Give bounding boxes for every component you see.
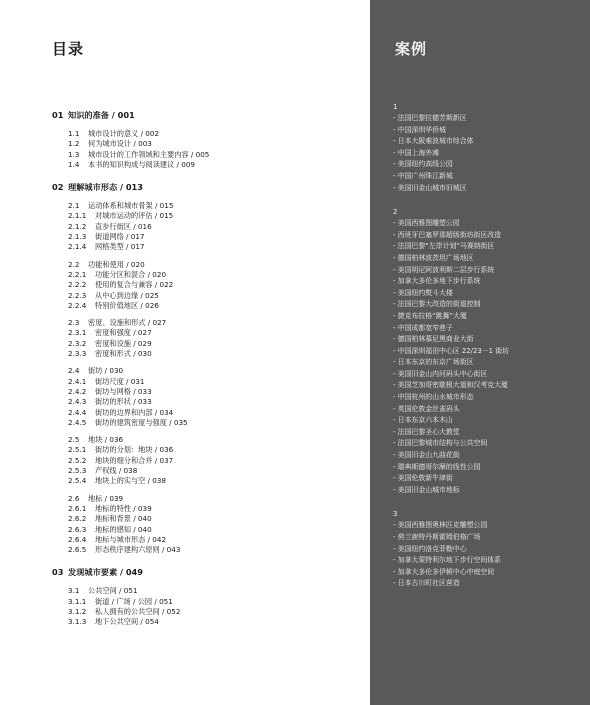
- toc-number: 2.4.1: [68, 376, 87, 386]
- toc-sub-entry[interactable]: [52, 349, 362, 359]
- toc-sec-entry[interactable]: [52, 494, 362, 504]
- case-item[interactable]: - 日本东京的东京广场街区: [393, 358, 474, 367]
- case-item[interactable]: - 加拿大多伦多伊顿中心中庭空间: [393, 567, 495, 576]
- case-item[interactable]: - 日本东京六本木山: [393, 416, 453, 425]
- toc-text: 街坊的建筑密度与强度 / 035: [95, 417, 188, 427]
- toc-title: 目录: [52, 40, 85, 58]
- case-item[interactable]: - 荷兰鹿特丹斯霍姆伯格广场: [393, 533, 481, 541]
- toc-text: 密度和强度 / 027: [95, 328, 152, 338]
- toc-number: 1.2: [68, 139, 80, 149]
- toc-number: 1.1: [68, 129, 80, 138]
- cases-panel: [370, 0, 590, 705]
- toc-text: 知识的准备 / 001: [68, 110, 135, 120]
- toc-number: 2.1.1: [68, 211, 87, 221]
- toc-text: 特别价值地区 / 026: [95, 300, 159, 310]
- toc-number: 2.1: [68, 201, 80, 211]
- case-group-number: 3: [393, 510, 398, 519]
- toc-sub-entry[interactable]: [52, 291, 362, 301]
- toc-text: 本书的知识构成与阅读建议 / 009: [88, 159, 195, 169]
- toc-sub-entry[interactable]: [52, 232, 362, 242]
- case-item[interactable]: - 瑞典斯德哥尔摩的线性公园: [393, 462, 481, 471]
- toc-sub-entry[interactable]: [52, 377, 362, 387]
- toc-number: 2.5.1: [68, 445, 87, 455]
- toc-sub-entry[interactable]: [52, 445, 362, 455]
- toc-sub-entry[interactable]: [52, 456, 362, 466]
- case-item[interactable]: - 中国上海外滩: [393, 148, 440, 157]
- case-item[interactable]: - 法国巴黎城市结构与公共空间: [393, 439, 488, 448]
- toc-number: 2.3.2: [68, 338, 87, 348]
- toc-number: 2.3.3: [68, 349, 87, 359]
- toc-text: 街坊的边界和内部 / 034: [95, 407, 174, 417]
- toc-text: 功能和使用 / 020: [88, 259, 145, 269]
- toc-sub-entry[interactable]: [52, 222, 362, 232]
- case-item[interactable]: - 捷克布拉格“跳舞”大厦: [393, 311, 467, 320]
- case-group: [393, 207, 583, 496]
- toc-sec-entry[interactable]: [52, 435, 362, 445]
- case-item[interactable]: - 美国旧金山城市地标: [393, 485, 460, 494]
- toc-number: 3.1.1: [68, 596, 87, 606]
- case-item[interactable]: - 中国深圳福田中心区 22/23－1 街坊: [393, 346, 509, 355]
- toc-sub-entry[interactable]: [52, 387, 362, 397]
- case-item[interactable]: - 美国纽约熨斗大楼: [393, 288, 453, 297]
- toc-sub-entry[interactable]: [52, 211, 362, 221]
- toc-text: 街坊的形状 / 033: [95, 397, 152, 407]
- toc-number: 2.2.3: [68, 290, 87, 300]
- toc-text: 功能分区和混合 / 020: [95, 269, 167, 279]
- case-item[interactable]: - 法国巴黎圣心大教堂: [393, 427, 460, 436]
- toc-text: 街坊 / 030: [88, 366, 124, 376]
- toc-sub-entry[interactable]: [52, 514, 362, 524]
- toc-sub-entry[interactable]: [52, 535, 362, 545]
- toc-sec-entry[interactable]: [52, 129, 362, 139]
- toc-number: 2.4: [68, 366, 80, 376]
- toc-number: 2.1.4: [68, 242, 87, 252]
- case-item[interactable]: - 美国伦敦新牛津街: [393, 474, 453, 483]
- toc-text: 私人拥有的公共空间 / 052: [95, 606, 181, 616]
- toc-number: 2.5.2: [68, 455, 87, 465]
- case-item[interactable]: - 法国巴黎“左岸计划”马赛纳街区: [393, 242, 495, 251]
- toc-number: 2.2.1: [68, 269, 87, 279]
- toc-text: 密度和设施 / 029: [95, 338, 152, 348]
- toc-sec-entry[interactable]: [52, 139, 362, 149]
- case-item[interactable]: - 加拿大多伦多地下步行系统: [393, 277, 481, 286]
- toc-sub-entry[interactable]: [52, 466, 362, 476]
- toc-sec-entry[interactable]: [52, 260, 362, 270]
- case-item[interactable]: - 美国旧金山内河码头中心街区: [393, 369, 488, 378]
- toc-sub-entry[interactable]: [52, 242, 362, 252]
- case-item[interactable]: - 美国纽约高线公园: [393, 160, 453, 169]
- toc-text: 发现城市要素 / 049: [68, 567, 143, 578]
- toc-sec-entry[interactable]: [52, 318, 362, 328]
- toc-number: 2.6.4: [68, 534, 87, 544]
- toc-number: 01: [52, 110, 64, 120]
- case-item[interactable]: - 中国广州珠江新城: [393, 171, 453, 180]
- toc-text: 地块 / 036: [88, 435, 124, 445]
- case-item[interactable]: - 中国深圳华侨城: [393, 125, 446, 134]
- toc-text: 产权线 / 038: [95, 466, 138, 476]
- toc-text: 地标和背景 / 040: [95, 514, 152, 524]
- toc-sub-entry[interactable]: [52, 339, 362, 349]
- toc-sec-entry[interactable]: [52, 201, 362, 211]
- case-item[interactable]: - 德国柏林慕尼黑商业大街: [393, 335, 474, 344]
- case-list: [393, 102, 583, 590]
- toc-text: 网格类型 / 017: [95, 242, 145, 252]
- case-item[interactable]: - 日本大阪难波城市综合体: [393, 137, 474, 146]
- toc-sub-entry[interactable]: [52, 607, 362, 617]
- case-item[interactable]: - 美国旧金山城市旧城区: [393, 183, 467, 192]
- toc-number: 2.6.5: [68, 545, 87, 555]
- toc-text: 地下公共空间 / 054: [95, 617, 159, 627]
- case-item[interactable]: - 德国柏林波茨坦广场地区: [393, 253, 474, 262]
- toc-sub-entry[interactable]: [52, 617, 362, 627]
- toc-text: 地标与城市形态 / 042: [95, 534, 167, 544]
- toc-chap-entry[interactable]: [52, 567, 362, 578]
- toc-number: 3.1.3: [68, 617, 87, 627]
- case-item[interactable]: - 中国杭州的山水城市形态: [393, 393, 474, 402]
- case-item[interactable]: - 中国成都宽窄巷子: [393, 323, 453, 332]
- case-item[interactable]: - 加拿大蒙特利尔地下步行空间体系: [393, 556, 502, 565]
- toc-number: 2.4.5: [68, 417, 87, 427]
- toc-number: 1.3: [68, 149, 80, 159]
- toc-number: 2.6.3: [68, 524, 87, 534]
- toc-number: 2.2.2: [68, 280, 87, 290]
- toc-text: 地标的特性 / 039: [95, 503, 152, 513]
- toc-number: 03: [52, 567, 64, 578]
- toc-chap-entry[interactable]: [52, 182, 362, 193]
- toc-number: 2.4.4: [68, 407, 87, 417]
- toc-text: 从中心到边缘 / 025: [95, 290, 159, 300]
- toc-sub-entry[interactable]: [52, 328, 362, 338]
- toc-text: 地块上的实与空 / 038: [95, 476, 167, 486]
- toc-text: 城市设计的意义 / 002: [88, 129, 160, 138]
- toc-number: 1.4: [68, 159, 80, 169]
- toc-text: 对城市运动的评估 / 015: [95, 211, 174, 221]
- toc-text: 使用的复合与兼容 / 022: [95, 280, 174, 290]
- toc-sub-entry[interactable]: [52, 418, 362, 428]
- toc-number: 02: [52, 182, 64, 193]
- toc-sub-entry[interactable]: [52, 545, 362, 555]
- toc-text: 街坊与网格 / 033: [95, 386, 152, 396]
- toc-number: 2.4.2: [68, 386, 87, 396]
- toc-text: 公共空间 / 051: [88, 586, 138, 596]
- toc-number: 3.1: [68, 586, 80, 596]
- case-item[interactable]: - 美国旧金山九曲花街: [393, 451, 460, 460]
- case-item[interactable]: - 美国纽约洛克菲勒中心: [393, 544, 467, 553]
- toc-sec-entry[interactable]: [52, 150, 362, 160]
- case-item[interactable]: - 美国西雅图奥林匹克雕塑公园: [393, 521, 488, 530]
- toc-number: 2.2: [68, 259, 80, 269]
- toc-number: 3.1.2: [68, 606, 87, 616]
- toc-text: 城市设计的工作领域和主要内容 / 005: [88, 149, 210, 159]
- case-item[interactable]: - 法国巴黎大改造的街道控制: [393, 300, 481, 309]
- toc-number: 2.1.2: [68, 221, 87, 231]
- toc-sub-entry[interactable]: [52, 476, 362, 486]
- toc-text: 密度、设施和形式 / 027: [88, 318, 167, 328]
- toc-sub-entry[interactable]: [52, 597, 362, 607]
- case-group: [393, 509, 583, 590]
- cases-title: 案例: [395, 40, 428, 58]
- toc-number: 2.6.1: [68, 503, 87, 513]
- toc-number: 2.3.1: [68, 328, 87, 338]
- toc-number: 2.2.4: [68, 300, 87, 310]
- toc-text: 运动体系和城市骨架 / 015: [88, 201, 174, 211]
- toc-chap-entry[interactable]: [52, 110, 362, 121]
- case-group-number: 2: [393, 208, 398, 217]
- toc-sub-entry[interactable]: [52, 397, 362, 407]
- toc-sub-entry[interactable]: [52, 525, 362, 535]
- toc-number: 2.5.3: [68, 466, 87, 476]
- toc-number: 2.6: [68, 493, 80, 503]
- toc-text: 直步行街区 / 016: [95, 221, 152, 231]
- toc-sec-entry[interactable]: [52, 366, 362, 376]
- toc-sub-entry[interactable]: [52, 280, 362, 290]
- toc-number: 2.3: [68, 318, 80, 328]
- toc-sub-entry[interactable]: [52, 270, 362, 280]
- toc-text: 街道 / 广场 / 公园 / 051: [95, 596, 173, 606]
- case-item[interactable]: - 美国明尼阿波利斯二层步行系统: [393, 265, 495, 274]
- toc-text: 街坊的分划：地块 / 036: [95, 445, 174, 455]
- toc-text: 街坊尺度 / 031: [95, 376, 145, 386]
- toc-text: 地块的细分和合并 / 037: [95, 455, 174, 465]
- toc-text: 形态秩序建构六原则 / 043: [95, 545, 181, 555]
- case-item[interactable]: - 美国芝加哥密歇根大道和汉考克大厦: [393, 381, 508, 390]
- case-item[interactable]: - 英国伦敦金丝雀码头: [393, 404, 460, 413]
- toc-sub-entry[interactable]: [52, 408, 362, 418]
- case-group-number: 1: [393, 103, 398, 111]
- toc-number: 2.5.4: [68, 476, 87, 486]
- toc-sec-entry[interactable]: [52, 160, 362, 170]
- case-item[interactable]: - 日本古川町社区营造: [393, 579, 460, 588]
- toc-sub-entry[interactable]: [52, 504, 362, 514]
- toc-text: 何为城市设计 / 003: [88, 139, 152, 149]
- toc-text: 地标 / 039: [88, 493, 124, 503]
- toc-sub-entry[interactable]: [52, 301, 362, 311]
- toc-text: 地标的感知 / 040: [95, 524, 152, 534]
- toc-text: 理解城市形态 / 013: [68, 182, 143, 193]
- toc-text: 密度和形式 / 030: [95, 349, 152, 359]
- case-item[interactable]: - 西班牙巴塞罗那超级街坊街区改造: [393, 230, 502, 239]
- toc-number: 2.6.2: [68, 514, 87, 524]
- toc-sec-entry[interactable]: [52, 586, 362, 596]
- toc-number: 2.5: [68, 435, 80, 445]
- case-item[interactable]: - 美国西雅图雕塑公园: [393, 219, 460, 228]
- case-group: [393, 102, 583, 194]
- toc-number: 2.1.3: [68, 232, 87, 242]
- toc-number: 2.4.3: [68, 397, 87, 407]
- table-of-contents: [52, 110, 362, 628]
- toc-text: 街道网络 / 017: [95, 232, 145, 242]
- case-item[interactable]: - 法国巴黎拉德芳斯新区: [393, 114, 467, 122]
